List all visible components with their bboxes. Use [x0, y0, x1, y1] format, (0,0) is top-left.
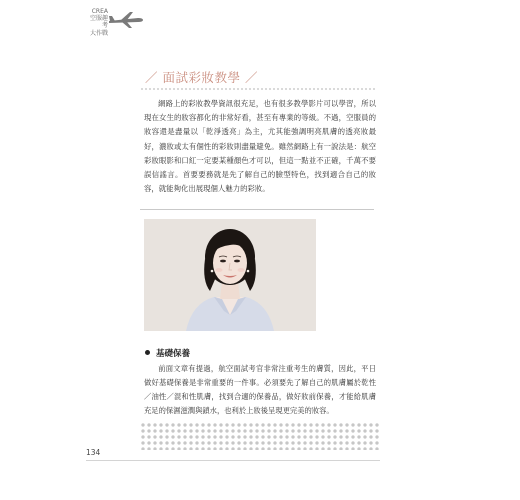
title-slash-right: ／ — [245, 70, 259, 85]
paragraph-makeup-intro — [144, 97, 376, 196]
bullet-heading-text: 基礎保養 — [156, 349, 191, 359]
section-title-text: 面試彩妝教學 — [162, 70, 241, 85]
footer-dot-pattern — [140, 422, 380, 450]
page-number: 134 — [86, 448, 101, 457]
footer-rule — [86, 460, 380, 461]
bullet-heading — [145, 347, 190, 359]
portrait-illustration — [144, 219, 316, 331]
brand-line-1: CREA — [91, 8, 108, 15]
portrait-photo — [144, 219, 316, 331]
title-slash-left: ／ — [145, 70, 159, 85]
airplane-icon — [108, 11, 144, 29]
brand-header — [86, 8, 166, 38]
brand-line-3: 大作戰 — [89, 29, 108, 37]
dotted-divider — [140, 88, 375, 90]
paragraph-2-text: 前面文章有提過，航空面試考官非常注重考生的膚質，因此，平日做好基礎保養是非常重要的一件事。必須要先了解自己的肌膚屬於乾性／油性／混和性肌膚，找到合適的保養品，做好妝前保養，才能給肌膚充足的保濕滋潤與鎖水，也利於上妝後呈現更完美的妝容。 — [144, 364, 376, 416]
brand-line-2: 空服趣考 — [89, 15, 108, 30]
paragraph-1-text: 網路上的彩妝教學資訊很充足，也有很多教學影片可以學習，所以現在女生的妝容都化的非常好看，甚至有專業的等級。不過，空服員的妝容還是盡量以「乾淨透亮」為主，尤其能強調明亮肌膚的透亮妝最好，濃妝或太有個性的彩妝則盡量避免。雖然網路上有一說法是：航空彩妝眼影和口紅一定要某種顏色才可以，但這一點並不正確，千萬不要誤信謠言。首要要務就是先了解自己的臉型特色，找到適合自己的妝容，就能夠化出展現個人魅力的彩妝。 — [144, 99, 376, 194]
bullet-dot-icon — [145, 350, 150, 355]
section-rule — [140, 209, 374, 210]
brand-text — [86, 8, 108, 37]
section-title — [145, 68, 258, 86]
paragraph-skincare — [144, 362, 376, 418]
